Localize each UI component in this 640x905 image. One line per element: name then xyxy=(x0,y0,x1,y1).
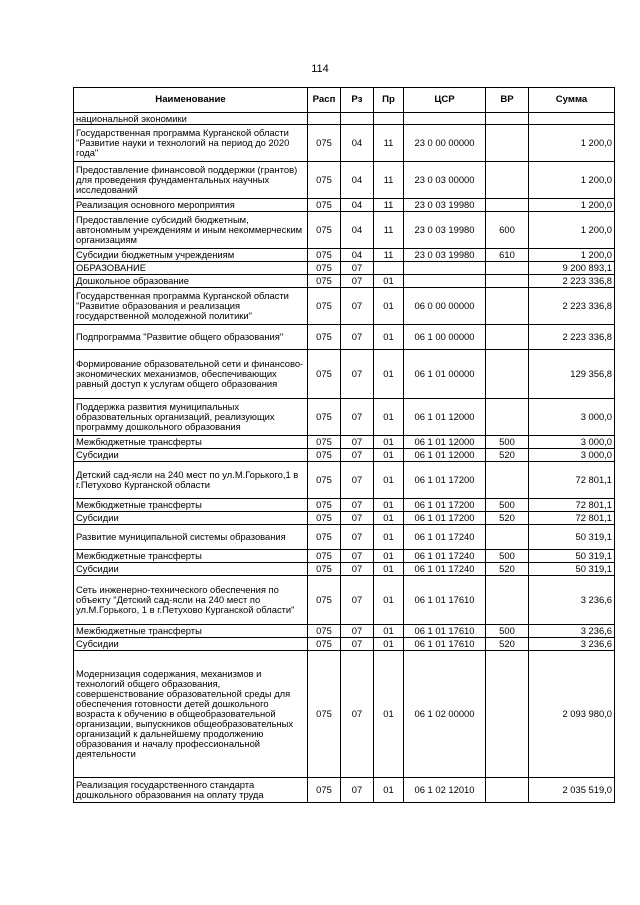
cell-name: Субсидии бюджетным учреждениям xyxy=(74,249,308,262)
cell-name: Предоставление субсидий бюджетным, автономным учреждениям и иным некоммерческим организациям xyxy=(74,212,308,249)
cell-rz xyxy=(341,113,374,125)
table-row xyxy=(74,576,615,625)
header-csr: ЦСР xyxy=(404,88,486,113)
cell-name: Развитие муниципальной системы образования xyxy=(74,525,308,550)
cell-csr: 06 1 00 00000 xyxy=(404,325,486,350)
cell-rz: 07 xyxy=(341,525,374,550)
cell-csr: 06 1 01 17610 xyxy=(404,638,486,651)
cell-pr xyxy=(374,262,404,275)
cell-pr: 01 xyxy=(374,638,404,651)
cell-csr: 06 1 01 12000 xyxy=(404,399,486,436)
cell-rasp: 075 xyxy=(308,462,341,499)
cell-vr xyxy=(486,399,529,436)
cell-sum: 3 000,0 xyxy=(529,436,615,449)
cell-rz: 07 xyxy=(341,262,374,275)
cell-pr: 01 xyxy=(374,525,404,550)
cell-sum: 129 356,8 xyxy=(529,350,615,399)
cell-vr xyxy=(486,462,529,499)
cell-csr: 06 1 01 17610 xyxy=(404,576,486,625)
cell-csr: 23 0 00 00000 xyxy=(404,125,486,162)
cell-vr xyxy=(486,651,529,778)
cell-pr: 01 xyxy=(374,563,404,576)
table-row xyxy=(74,651,615,778)
header-pr: Пр xyxy=(374,88,404,113)
cell-pr: 01 xyxy=(374,576,404,625)
cell-pr: 11 xyxy=(374,212,404,249)
cell-vr: 600 xyxy=(486,212,529,249)
cell-rz: 07 xyxy=(341,325,374,350)
table-row xyxy=(74,350,615,399)
table-row xyxy=(74,199,615,212)
cell-sum: 72 801,1 xyxy=(529,462,615,499)
cell-rasp: 075 xyxy=(308,199,341,212)
cell-name: Межбюджетные трансферты xyxy=(74,499,308,512)
cell-sum: 3 236,6 xyxy=(529,638,615,651)
cell-vr: 520 xyxy=(486,449,529,462)
cell-vr: 610 xyxy=(486,249,529,262)
table-row xyxy=(74,550,615,563)
cell-sum: 50 319,1 xyxy=(529,525,615,550)
cell-csr: 23 0 03 00000 xyxy=(404,162,486,199)
cell-rz: 07 xyxy=(341,399,374,436)
cell-rz: 07 xyxy=(341,436,374,449)
cell-sum: 2 223 336,8 xyxy=(529,275,615,288)
cell-vr xyxy=(486,325,529,350)
cell-vr: 500 xyxy=(486,499,529,512)
cell-pr: 01 xyxy=(374,449,404,462)
cell-rasp: 075 xyxy=(308,778,341,803)
table-row xyxy=(74,449,615,462)
cell-csr: 06 1 01 17200 xyxy=(404,512,486,525)
cell-rasp: 075 xyxy=(308,449,341,462)
cell-sum: 3 236,6 xyxy=(529,576,615,625)
cell-rz: 07 xyxy=(341,550,374,563)
cell-sum: 72 801,1 xyxy=(529,499,615,512)
cell-sum: 3 000,0 xyxy=(529,449,615,462)
cell-name: Поддержка развития муниципальных образовательных организаций, реализующих программу дошкольного образования xyxy=(74,399,308,436)
cell-sum: 50 319,1 xyxy=(529,550,615,563)
cell-csr: 06 1 01 12000 xyxy=(404,436,486,449)
cell-rz: 07 xyxy=(341,563,374,576)
cell-pr: 11 xyxy=(374,249,404,262)
cell-rasp: 075 xyxy=(308,638,341,651)
table-row xyxy=(74,212,615,249)
cell-vr xyxy=(486,113,529,125)
table-row xyxy=(74,638,615,651)
cell-csr: 23 0 03 19980 xyxy=(404,249,486,262)
cell-vr xyxy=(486,525,529,550)
cell-sum: 72 801,1 xyxy=(529,512,615,525)
cell-rasp xyxy=(308,113,341,125)
cell-name: Межбюджетные трансферты xyxy=(74,550,308,563)
cell-name: Модернизация содержания, механизмов и технологий общего образования, совершенствование образовательной среды для обеспечения готовности детей дошкольного возраста к обучению в общеобразовательной организации, выпускников общеобразовательных организаций к дальнейшему продолжению образования и началу профессиональной деятельности xyxy=(74,651,308,778)
cell-csr xyxy=(404,275,486,288)
table-row xyxy=(74,249,615,262)
cell-vr xyxy=(486,125,529,162)
cell-sum: 2 035 519,0 xyxy=(529,778,615,803)
cell-sum: 9 200 893,1 xyxy=(529,262,615,275)
table-row xyxy=(74,162,615,199)
cell-csr: 23 0 03 19980 xyxy=(404,212,486,249)
cell-vr: 520 xyxy=(486,563,529,576)
cell-rz: 07 xyxy=(341,625,374,638)
cell-rasp: 075 xyxy=(308,550,341,563)
header-name: Наименование xyxy=(74,88,308,113)
cell-rz: 04 xyxy=(341,249,374,262)
page-number: 114 xyxy=(311,63,329,75)
cell-csr: 06 1 01 12000 xyxy=(404,449,486,462)
table-row xyxy=(74,288,615,325)
cell-name: Предоставление финансовой поддержки (грантов) для проведения фундаментальных научных исследований xyxy=(74,162,308,199)
cell-sum: 1 200,0 xyxy=(529,199,615,212)
cell-rz: 07 xyxy=(341,778,374,803)
cell-rasp: 075 xyxy=(308,275,341,288)
table-row xyxy=(74,113,615,125)
cell-vr: 500 xyxy=(486,550,529,563)
cell-csr: 23 0 03 19980 xyxy=(404,199,486,212)
header-rasp: Расп xyxy=(308,88,341,113)
cell-name: Реализация государственного стандарта дошкольного образования на оплату труда xyxy=(74,778,308,803)
table-row xyxy=(74,399,615,436)
cell-sum: 1 200,0 xyxy=(529,212,615,249)
table-row xyxy=(74,436,615,449)
cell-pr: 01 xyxy=(374,325,404,350)
cell-rasp: 075 xyxy=(308,262,341,275)
cell-vr xyxy=(486,576,529,625)
cell-rasp: 075 xyxy=(308,499,341,512)
cell-csr: 06 1 01 00000 xyxy=(404,350,486,399)
header-vr: ВР xyxy=(486,88,529,113)
cell-rasp: 075 xyxy=(308,325,341,350)
cell-sum: 2 223 336,8 xyxy=(529,325,615,350)
cell-name: Реализация основного мероприятия xyxy=(74,199,308,212)
cell-sum: 1 200,0 xyxy=(529,249,615,262)
cell-pr: 11 xyxy=(374,199,404,212)
cell-vr: 500 xyxy=(486,436,529,449)
cell-pr: 01 xyxy=(374,499,404,512)
cell-sum: 50 319,1 xyxy=(529,563,615,576)
cell-pr: 01 xyxy=(374,778,404,803)
cell-pr: 01 xyxy=(374,550,404,563)
cell-rasp: 075 xyxy=(308,399,341,436)
cell-rasp: 075 xyxy=(308,576,341,625)
cell-csr: 06 1 01 17240 xyxy=(404,550,486,563)
cell-rasp: 075 xyxy=(308,288,341,325)
table-row xyxy=(74,275,615,288)
table-row xyxy=(74,325,615,350)
cell-vr xyxy=(486,262,529,275)
cell-sum: 2 093 980,0 xyxy=(529,651,615,778)
cell-pr: 01 xyxy=(374,462,404,499)
cell-pr xyxy=(374,113,404,125)
cell-name: Государственная программа Курганской области "Развитие образования и реализация государственной молодежной политики" xyxy=(74,288,308,325)
cell-pr: 01 xyxy=(374,399,404,436)
cell-rz: 04 xyxy=(341,162,374,199)
cell-rasp: 075 xyxy=(308,625,341,638)
cell-csr: 06 1 02 00000 xyxy=(404,651,486,778)
cell-rasp: 075 xyxy=(308,125,341,162)
cell-sum: 3 236,6 xyxy=(529,625,615,638)
header-sum: Сумма xyxy=(529,88,615,113)
cell-pr: 01 xyxy=(374,512,404,525)
cell-rz: 07 xyxy=(341,462,374,499)
cell-rz: 04 xyxy=(341,199,374,212)
cell-vr xyxy=(486,350,529,399)
table-row xyxy=(74,525,615,550)
header-rz: Рз xyxy=(341,88,374,113)
cell-rasp: 075 xyxy=(308,436,341,449)
cell-vr: 520 xyxy=(486,512,529,525)
table-row xyxy=(74,499,615,512)
cell-rasp: 075 xyxy=(308,651,341,778)
cell-vr: 500 xyxy=(486,625,529,638)
cell-name: Субсидии xyxy=(74,563,308,576)
cell-rasp: 075 xyxy=(308,512,341,525)
cell-sum: 1 200,0 xyxy=(529,162,615,199)
cell-name: Сеть инженерно-технического обеспечения по объекту "Детский сад-ясли на 240 мест по ул.М.Горького, 1 в г.Петухово Курганской области" xyxy=(74,576,308,625)
budget-table xyxy=(73,87,615,803)
cell-pr: 01 xyxy=(374,625,404,638)
cell-vr xyxy=(486,288,529,325)
cell-rz: 07 xyxy=(341,638,374,651)
cell-name: Государственная программа Курганской области "Развитие науки и технологий на период до 2020 года" xyxy=(74,125,308,162)
cell-csr: 06 0 00 00000 xyxy=(404,288,486,325)
table-header-row xyxy=(74,88,615,113)
table-row xyxy=(74,462,615,499)
cell-csr xyxy=(404,113,486,125)
cell-rasp: 075 xyxy=(308,350,341,399)
cell-csr xyxy=(404,262,486,275)
cell-rasp: 075 xyxy=(308,249,341,262)
table-row xyxy=(74,512,615,525)
cell-name: национальной экономики xyxy=(74,113,308,125)
cell-pr: 01 xyxy=(374,651,404,778)
cell-rz: 04 xyxy=(341,125,374,162)
cell-pr: 01 xyxy=(374,350,404,399)
cell-csr: 06 1 01 17240 xyxy=(404,563,486,576)
cell-vr xyxy=(486,778,529,803)
cell-csr: 06 1 01 17200 xyxy=(404,499,486,512)
cell-csr: 06 1 01 17610 xyxy=(404,625,486,638)
table-row xyxy=(74,563,615,576)
cell-rz: 07 xyxy=(341,651,374,778)
table-row xyxy=(74,125,615,162)
cell-vr xyxy=(486,199,529,212)
cell-rz: 07 xyxy=(341,449,374,462)
cell-rz: 04 xyxy=(341,212,374,249)
cell-name: Субсидии xyxy=(74,449,308,462)
cell-sum: 3 000,0 xyxy=(529,399,615,436)
cell-rasp: 075 xyxy=(308,563,341,576)
cell-name: Межбюджетные трансферты xyxy=(74,436,308,449)
cell-vr xyxy=(486,162,529,199)
table-row xyxy=(74,778,615,803)
cell-pr: 11 xyxy=(374,162,404,199)
cell-rz: 07 xyxy=(341,275,374,288)
table-row xyxy=(74,625,615,638)
cell-name: Формирование образовательной сети и финансово-экономических механизмов, обеспечивающих равный доступ к услугам общего образования xyxy=(74,350,308,399)
cell-csr: 06 1 02 12010 xyxy=(404,778,486,803)
cell-vr: 520 xyxy=(486,638,529,651)
cell-rz: 07 xyxy=(341,576,374,625)
cell-pr: 11 xyxy=(374,125,404,162)
cell-rz: 07 xyxy=(341,499,374,512)
cell-name: ОБРАЗОВАНИЕ xyxy=(74,262,308,275)
cell-sum: 1 200,0 xyxy=(529,125,615,162)
cell-name: Подпрограмма "Развитие общего образования" xyxy=(74,325,308,350)
cell-rasp: 075 xyxy=(308,162,341,199)
cell-name: Детский сад-ясли на 240 мест по ул.М.Горького,1 в г.Петухово Курганской области xyxy=(74,462,308,499)
cell-name: Межбюджетные трансферты xyxy=(74,625,308,638)
table-row xyxy=(74,262,615,275)
table-body xyxy=(74,113,615,803)
cell-sum: 2 223 336,8 xyxy=(529,288,615,325)
cell-name: Субсидии xyxy=(74,512,308,525)
cell-rz: 07 xyxy=(341,512,374,525)
cell-name: Субсидии xyxy=(74,638,308,651)
cell-name: Дошкольное образование xyxy=(74,275,308,288)
cell-pr: 01 xyxy=(374,275,404,288)
cell-pr: 01 xyxy=(374,288,404,325)
cell-rasp: 075 xyxy=(308,525,341,550)
cell-sum xyxy=(529,113,615,125)
cell-vr xyxy=(486,275,529,288)
cell-rz: 07 xyxy=(341,350,374,399)
cell-pr: 01 xyxy=(374,436,404,449)
cell-csr: 06 1 01 17240 xyxy=(404,525,486,550)
cell-rasp: 075 xyxy=(308,212,341,249)
cell-csr: 06 1 01 17200 xyxy=(404,462,486,499)
cell-rz: 07 xyxy=(341,288,374,325)
